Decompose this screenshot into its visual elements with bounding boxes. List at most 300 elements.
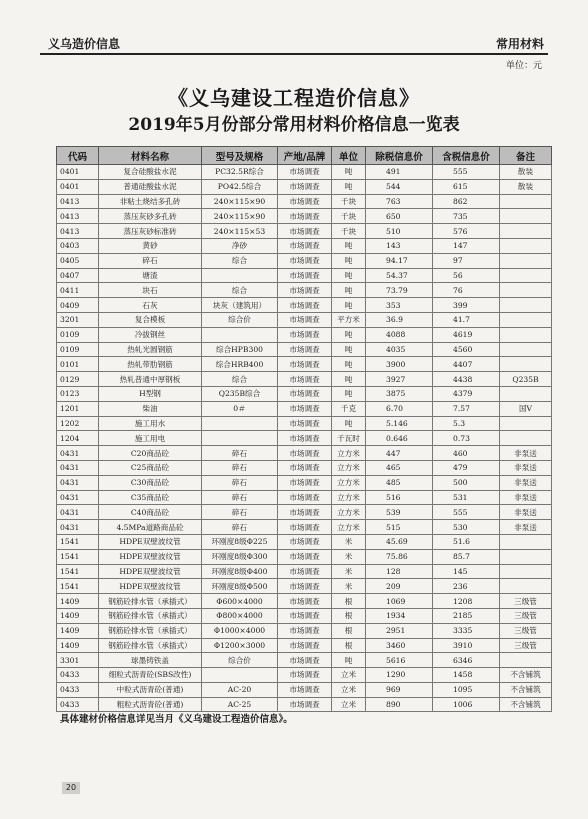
- table-cell: 市场调查: [278, 520, 332, 535]
- table-cell: 3900: [366, 357, 433, 372]
- table-cell: 散装: [500, 165, 552, 180]
- table-cell: 1201: [57, 401, 99, 416]
- table-cell: 细粒式沥青砼(SBS改性): [99, 668, 202, 683]
- table-cell: 立方米: [332, 460, 366, 475]
- table-cell: 吨: [332, 268, 366, 283]
- table-cell: 市场调查: [278, 608, 332, 623]
- table-cell: 0129: [57, 372, 99, 387]
- table-cell: 460: [433, 446, 500, 461]
- table-cell: 97: [433, 253, 500, 268]
- table-cell: 447: [366, 446, 433, 461]
- table-cell: 市场调查: [278, 238, 332, 253]
- table-cell: 市场调查: [278, 312, 332, 327]
- table-row: [57, 283, 552, 298]
- table-cell: 0413: [57, 194, 99, 209]
- table-cell: PO42.5综合: [202, 179, 278, 194]
- table-cell: 塘渣: [99, 268, 202, 283]
- table-cell: 147: [433, 238, 500, 253]
- table-cell: 516: [366, 490, 433, 505]
- table-cell: 碎石: [202, 446, 278, 461]
- table-cell: 中粒式沥青砼(普通): [99, 682, 202, 697]
- table-row: [57, 386, 552, 401]
- table-cell: 890: [366, 697, 433, 712]
- table-cell: 0433: [57, 697, 99, 712]
- table-cell: 吨: [332, 298, 366, 313]
- table-cell: 吨: [332, 283, 366, 298]
- table-cell: [500, 357, 552, 372]
- table-row: [57, 534, 552, 549]
- table-cell: [500, 342, 552, 357]
- page-number: 20: [62, 782, 80, 794]
- table-cell: 市场调查: [278, 179, 332, 194]
- table-cell: 平方米: [332, 312, 366, 327]
- table-cell: 立方米: [332, 505, 366, 520]
- table-cell: 862: [433, 194, 500, 209]
- table-row: [57, 668, 552, 683]
- table-cell: 立方米: [332, 475, 366, 490]
- table-cell: 国V: [500, 401, 552, 416]
- table-cell: 1541: [57, 564, 99, 579]
- table-cell: 市场调查: [278, 327, 332, 342]
- table-cell: 市场调查: [278, 342, 332, 357]
- table-row: [57, 431, 552, 446]
- table-cell: [500, 224, 552, 239]
- column-header: 产地/品牌: [278, 147, 332, 165]
- table-row: [57, 298, 552, 313]
- table-cell: C20商品砼: [99, 446, 202, 461]
- table-cell: 143: [366, 238, 433, 253]
- table-cell: [500, 534, 552, 549]
- table-cell: 吨: [332, 357, 366, 372]
- table-cell: 510: [366, 224, 433, 239]
- table-cell: 1290: [366, 668, 433, 683]
- table-cell: 市场调查: [278, 268, 332, 283]
- table-cell: 非泵送: [500, 475, 552, 490]
- table-cell: 240×115×53: [202, 224, 278, 239]
- table-cell: 0.73: [433, 431, 500, 446]
- table-cell: 5.3: [433, 416, 500, 431]
- table-cell: 吨: [332, 416, 366, 431]
- table-cell: [500, 253, 552, 268]
- table-cell: 969: [366, 682, 433, 697]
- table-row: [57, 194, 552, 209]
- table-cell: 施工用电: [99, 431, 202, 446]
- table-cell: 3875: [366, 386, 433, 401]
- table-cell: 0433: [57, 668, 99, 683]
- table-cell: [500, 312, 552, 327]
- table-cell: 综合HPB300: [202, 342, 278, 357]
- table-cell: 块灰（建筑用）: [202, 298, 278, 313]
- table-cell: 综合价: [202, 653, 278, 668]
- table-cell: 491: [366, 165, 433, 180]
- table-row: [57, 697, 552, 712]
- table-cell: 市场调查: [278, 401, 332, 416]
- table-cell: 黄砂: [99, 238, 202, 253]
- table-cell: 485: [366, 475, 433, 490]
- table-row: [57, 549, 552, 564]
- table-cell: 3301: [57, 653, 99, 668]
- table-cell: 479: [433, 460, 500, 475]
- table-cell: C30商品砼: [99, 475, 202, 490]
- table-cell: 钢筋砼排水管（承插式）: [99, 623, 202, 638]
- table-cell: [202, 327, 278, 342]
- table-row: [57, 653, 552, 668]
- table-cell: [500, 653, 552, 668]
- table-cell: 4.5MPa道路商品砼: [99, 520, 202, 535]
- table-cell: 综合: [202, 253, 278, 268]
- table-cell: 0.646: [366, 431, 433, 446]
- table-cell: [500, 238, 552, 253]
- table-cell: 净砂: [202, 238, 278, 253]
- table-cell: 市场调查: [278, 165, 332, 180]
- table-cell: Q235B: [500, 372, 552, 387]
- table-row: [57, 564, 552, 579]
- table-cell: 立米: [332, 668, 366, 683]
- table-cell: 立米: [332, 697, 366, 712]
- table-cell: 4407: [433, 357, 500, 372]
- table-cell: 0431: [57, 446, 99, 461]
- table-cell: 市场调查: [278, 475, 332, 490]
- table-cell: 1208: [433, 594, 500, 609]
- table-cell: 市场调查: [278, 298, 332, 313]
- table-cell: 三级管: [500, 638, 552, 653]
- table-cell: PC32.5R综合: [202, 165, 278, 180]
- table-cell: 0403: [57, 238, 99, 253]
- table-cell: 市场调查: [278, 697, 332, 712]
- table-cell: 市场调查: [278, 386, 332, 401]
- table-cell: 399: [433, 298, 500, 313]
- table-cell: 555: [433, 505, 500, 520]
- table-cell: [500, 579, 552, 594]
- table-cell: [202, 431, 278, 446]
- table-cell: 0431: [57, 475, 99, 490]
- table-cell: 柴油: [99, 401, 202, 416]
- table-cell: 根: [332, 623, 366, 638]
- price-table: [56, 146, 552, 712]
- table-cell: 不含铺筑: [500, 668, 552, 683]
- table-cell: 环刚度8级Φ225: [202, 534, 278, 549]
- table-row: [57, 608, 552, 623]
- table-cell: 碎石: [202, 505, 278, 520]
- table-cell: 500: [433, 475, 500, 490]
- table-cell: 市场调查: [278, 253, 332, 268]
- table-cell: 1541: [57, 534, 99, 549]
- table-cell: AC-25: [202, 697, 278, 712]
- table-cell: 0401: [57, 165, 99, 180]
- table-cell: 非粘土烧结多孔砖: [99, 194, 202, 209]
- table-cell: 6346: [433, 653, 500, 668]
- column-header: 含税信息价: [433, 147, 500, 165]
- table-cell: 76: [433, 283, 500, 298]
- table-cell: 7.57: [433, 401, 500, 416]
- table-cell: 576: [433, 224, 500, 239]
- table-cell: 555: [433, 165, 500, 180]
- table-cell: 1202: [57, 416, 99, 431]
- table-cell: 3927: [366, 372, 433, 387]
- table-cell: 市场调查: [278, 357, 332, 372]
- column-header: 型号及规格: [202, 147, 278, 165]
- table-cell: 三级管: [500, 608, 552, 623]
- table-cell: 千克: [332, 401, 366, 416]
- table-cell: HDPE双壁波纹管: [99, 549, 202, 564]
- column-header: 材料名称: [99, 147, 202, 165]
- table-cell: 0413: [57, 209, 99, 224]
- table-cell: 综合: [202, 372, 278, 387]
- table-cell: 施工用水: [99, 416, 202, 431]
- unit-label: 单位：元: [505, 61, 542, 71]
- table-cell: 立方米: [332, 520, 366, 535]
- table-cell: 米: [332, 579, 366, 594]
- table-cell: 1458: [433, 668, 500, 683]
- table-cell: 145: [433, 564, 500, 579]
- table-cell: 5.146: [366, 416, 433, 431]
- table-cell: 市场调查: [278, 283, 332, 298]
- footnote: 具体建材价格信息详见当月《义乌建设工程造价信息》。: [60, 714, 293, 725]
- table-cell: C40商品砼: [99, 505, 202, 520]
- table-row: [57, 638, 552, 653]
- table-cell: 根: [332, 638, 366, 653]
- header-rule: [40, 53, 548, 55]
- table-cell: 吨: [332, 179, 366, 194]
- table-cell: 石灰: [99, 298, 202, 313]
- table-cell: 市场调查: [278, 668, 332, 683]
- table-cell: 2951: [366, 623, 433, 638]
- table-cell: 1409: [57, 594, 99, 609]
- table-row: [57, 327, 552, 342]
- table-cell: 粗粒式沥青砼(普通): [99, 697, 202, 712]
- table-row: [57, 623, 552, 638]
- table-cell: 市场调查: [278, 416, 332, 431]
- table-row: [57, 460, 552, 475]
- table-cell: 41.7: [433, 312, 500, 327]
- table-cell: 4379: [433, 386, 500, 401]
- table-cell: 市场调查: [278, 534, 332, 549]
- table-row: [57, 312, 552, 327]
- table-cell: 236: [433, 579, 500, 594]
- table-cell: 0＃: [202, 401, 278, 416]
- table-cell: 环刚度8级Φ500: [202, 579, 278, 594]
- table-cell: 市场调查: [278, 623, 332, 638]
- table-cell: 0401: [57, 179, 99, 194]
- table-cell: [500, 327, 552, 342]
- table-cell: 环刚度8级Φ300: [202, 549, 278, 564]
- table-cell: HDPE双壁波纹管: [99, 579, 202, 594]
- table-cell: 综合价: [202, 312, 278, 327]
- table-cell: [500, 194, 552, 209]
- table-cell: 不含铺筑: [500, 697, 552, 712]
- table-cell: 539: [366, 505, 433, 520]
- table-row: [57, 179, 552, 194]
- table-cell: 冷拔钢丝: [99, 327, 202, 342]
- table-cell: 立方米: [332, 490, 366, 505]
- table-cell: 综合HRB400: [202, 357, 278, 372]
- table-cell: 市场调查: [278, 549, 332, 564]
- table-row: [57, 520, 552, 535]
- table-cell: 非泵送: [500, 490, 552, 505]
- running-header: [40, 33, 548, 53]
- table-cell: 米: [332, 549, 366, 564]
- table-cell: 市场调查: [278, 194, 332, 209]
- table-cell: 千块: [332, 224, 366, 239]
- table-cell: [500, 431, 552, 446]
- table-cell: 非泵送: [500, 460, 552, 475]
- table-cell: 市场调查: [278, 431, 332, 446]
- table-cell: 吨: [332, 653, 366, 668]
- table-cell: 复合硅酸盐水泥: [99, 165, 202, 180]
- table-row: [57, 224, 552, 239]
- table-cell: 531: [433, 490, 500, 505]
- table-cell: 环刚度8级Φ400: [202, 564, 278, 579]
- table-cell: 515: [366, 520, 433, 535]
- table-cell: 1409: [57, 608, 99, 623]
- table-cell: 三级管: [500, 594, 552, 609]
- table-cell: 非泵送: [500, 520, 552, 535]
- table-cell: 蒸压灰砂多孔砖: [99, 209, 202, 224]
- table-header-row: [57, 147, 552, 165]
- table-cell: 5616: [366, 653, 433, 668]
- table-cell: 735: [433, 209, 500, 224]
- table-cell: 0123: [57, 386, 99, 401]
- table-cell: Φ600×4000: [202, 594, 278, 609]
- table-cell: 54.37: [366, 268, 433, 283]
- table-cell: H型钢: [99, 386, 202, 401]
- table-cell: [500, 564, 552, 579]
- table-cell: 0431: [57, 520, 99, 535]
- table-cell: [202, 416, 278, 431]
- column-header: 代码: [57, 147, 99, 165]
- table-cell: 240×115×90: [202, 194, 278, 209]
- table-cell: 1069: [366, 594, 433, 609]
- table-cell: 4619: [433, 327, 500, 342]
- table-row: [57, 594, 552, 609]
- table-cell: 市场调查: [278, 490, 332, 505]
- table-cell: 千块: [332, 194, 366, 209]
- table-cell: 94.17: [366, 253, 433, 268]
- table-cell: 1095: [433, 682, 500, 697]
- table-cell: 1409: [57, 623, 99, 638]
- table-cell: 0411: [57, 283, 99, 298]
- table-cell: 非泵送: [500, 505, 552, 520]
- table-cell: 6.70: [366, 401, 433, 416]
- table-cell: 米: [332, 534, 366, 549]
- table-cell: 0409: [57, 298, 99, 313]
- table-cell: 根: [332, 594, 366, 609]
- page-title: 《义乌建设工程造价信息》: [168, 86, 420, 110]
- table-cell: 市场调查: [278, 372, 332, 387]
- table-row: [57, 505, 552, 520]
- table-cell: 吨: [332, 238, 366, 253]
- table-cell: Φ1000×4000: [202, 623, 278, 638]
- table-cell: Q235B综合: [202, 386, 278, 401]
- table-cell: 1204: [57, 431, 99, 446]
- table-cell: 吨: [332, 372, 366, 387]
- table-cell: 千瓦时: [332, 431, 366, 446]
- table-cell: 市场调查: [278, 446, 332, 461]
- table-cell: [500, 283, 552, 298]
- table-cell: 763: [366, 194, 433, 209]
- table-cell: 米: [332, 564, 366, 579]
- table-cell: 4088: [366, 327, 433, 342]
- table-cell: 钢筋砼排水管（承插式）: [99, 608, 202, 623]
- table-cell: 碎石: [202, 490, 278, 505]
- table-cell: 128: [366, 564, 433, 579]
- table-row: [57, 253, 552, 268]
- table-row: [57, 357, 552, 372]
- table-cell: 4438: [433, 372, 500, 387]
- column-header: 单位: [332, 147, 366, 165]
- table-row: [57, 579, 552, 594]
- table-cell: 4560: [433, 342, 500, 357]
- table-cell: 吨: [332, 386, 366, 401]
- table-cell: 市场调查: [278, 638, 332, 653]
- table-cell: 1541: [57, 549, 99, 564]
- table-row: [57, 165, 552, 180]
- table-cell: 市场调查: [278, 564, 332, 579]
- table-cell: 0431: [57, 505, 99, 520]
- table-cell: 530: [433, 520, 500, 535]
- table-cell: 36.9: [366, 312, 433, 327]
- table-cell: [202, 268, 278, 283]
- table-cell: [500, 298, 552, 313]
- table-cell: C25商品砼: [99, 460, 202, 475]
- table-cell: 240×115×90: [202, 209, 278, 224]
- table-cell: 综合: [202, 283, 278, 298]
- table-row: [57, 209, 552, 224]
- table-row: [57, 401, 552, 416]
- table-cell: 3201: [57, 312, 99, 327]
- column-header: 除税信息价: [366, 147, 433, 165]
- table-cell: [500, 386, 552, 401]
- table-cell: 75.86: [366, 549, 433, 564]
- table-cell: 353: [366, 298, 433, 313]
- table-row: [57, 238, 552, 253]
- table-cell: 0431: [57, 460, 99, 475]
- table-cell: 立方米: [332, 446, 366, 461]
- table-cell: 1934: [366, 608, 433, 623]
- table-cell: 复合模板: [99, 312, 202, 327]
- table-cell: 0101: [57, 357, 99, 372]
- table-row: [57, 475, 552, 490]
- table-cell: 碎石: [202, 475, 278, 490]
- table-cell: 51.6: [433, 534, 500, 549]
- table-cell: 1541: [57, 579, 99, 594]
- table-cell: 73.79: [366, 283, 433, 298]
- table-cell: [500, 209, 552, 224]
- table-cell: 吨: [332, 342, 366, 357]
- table-cell: 块石: [99, 283, 202, 298]
- table-cell: 碎石: [202, 520, 278, 535]
- table-cell: 544: [366, 179, 433, 194]
- table-cell: 0109: [57, 342, 99, 357]
- table-cell: 市场调查: [278, 460, 332, 475]
- table-row: [57, 416, 552, 431]
- table-cell: 吨: [332, 327, 366, 342]
- table-cell: [500, 549, 552, 564]
- table-cell: 市场调查: [278, 682, 332, 697]
- table-cell: 碎石: [99, 253, 202, 268]
- table-cell: 蒸压灰砂标准砖: [99, 224, 202, 239]
- table-cell: AC-20: [202, 682, 278, 697]
- table-cell: 球墨铸铁盖: [99, 653, 202, 668]
- table-cell: C35商品砼: [99, 490, 202, 505]
- table-row: [57, 372, 552, 387]
- table-cell: 普通硅酸盐水泥: [99, 179, 202, 194]
- table-cell: 热轧普通中厚钢板: [99, 372, 202, 387]
- table-body: [57, 165, 552, 712]
- section-name: 常用材料: [495, 37, 544, 51]
- table-cell: 市场调查: [278, 579, 332, 594]
- table-cell: [500, 416, 552, 431]
